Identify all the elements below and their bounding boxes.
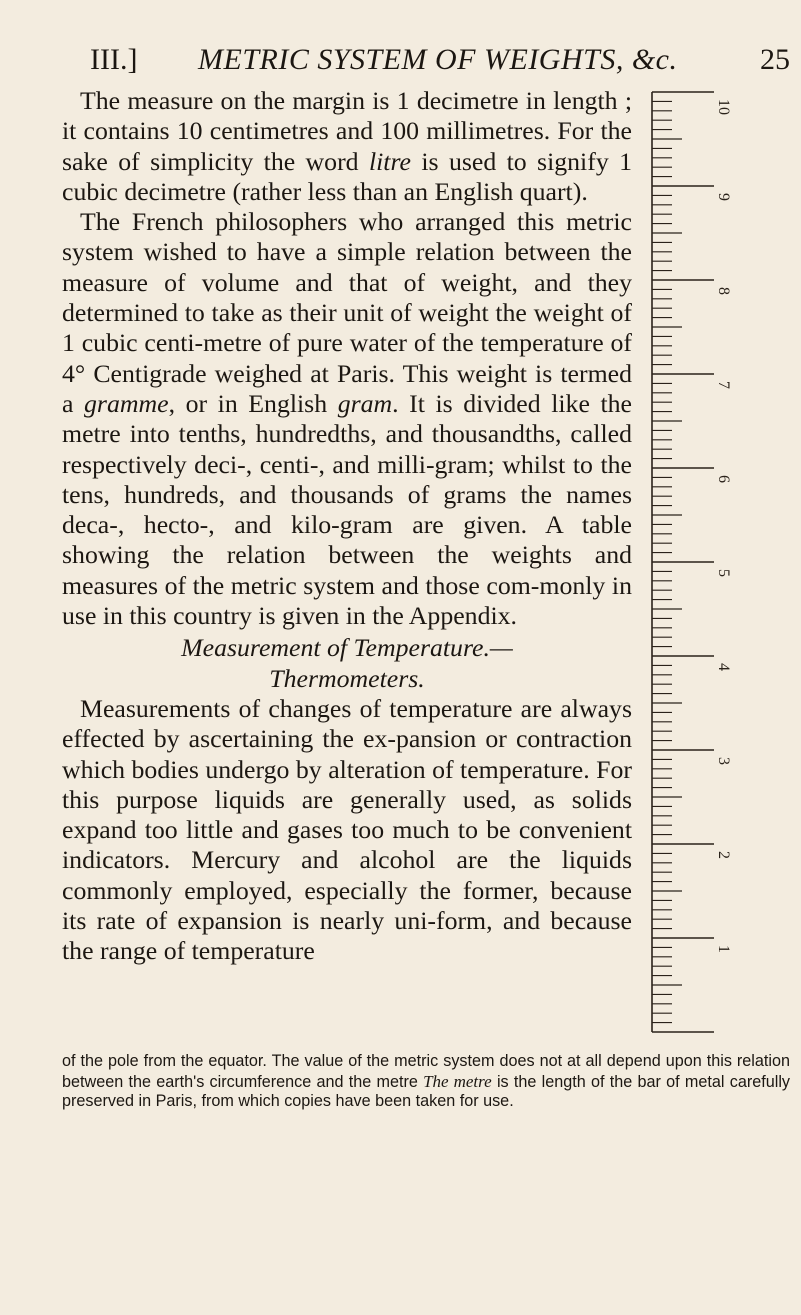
- ruler-label: 3: [715, 757, 732, 765]
- paragraph-text: The French philosophers who arranged this metric system wished to have a simple relation between the measure of volume and that of weight, and they determined to take as their unit of weight the weight of 1 cubic centi-metre of pure water of the temperature of 4° Centigrade weighed at Paris. This weight is termed a: [62, 207, 632, 418]
- section-heading-line: Thermometers.: [269, 663, 425, 693]
- emphasis: litre: [368, 146, 411, 176]
- ruler-label: 8: [715, 287, 732, 295]
- emphasis: gram: [337, 388, 393, 418]
- paragraph-text: is used to signify 1 cubic decimetre (rather less than an English quart).: [62, 146, 632, 206]
- paragraph: Measurements of changes of temperature are always effected by ascertaining the ex-pansion or contraction which bodies undergo by alteration of temperature. For this purpose liquids are generally used, as solids expand too little and gases too much to be convenient indicators. Mercury and alcohol are the liquids commonly employed, especially the former, because its rate of expansion is nearly uni-form, and because the range of temperature: [62, 693, 632, 966]
- section-heading: [62, 633, 632, 694]
- decimetre-ruler: [640, 88, 740, 1038]
- ruler-label: 1: [715, 945, 732, 953]
- ruler-label: 10: [715, 99, 732, 115]
- footnote-text: of the pole from the equator. The value of the metric system does not at all depend upon this relation between the earth's circumference and the metre: [62, 1052, 790, 1091]
- running-header: [90, 43, 790, 87]
- paragraph-text: The measure on the margin is 1 decimetre in length ; it contains 10 centimetres and 100 millimetres. For the sake of simplicity the word: [62, 86, 632, 176]
- main-text: [62, 86, 632, 967]
- emphasis: The metre: [423, 1071, 492, 1091]
- running-title: METRIC SYSTEM OF WEIGHTS, &c.: [198, 43, 678, 76]
- ruler-ticks: [652, 92, 714, 1032]
- ruler-labels: [715, 99, 732, 953]
- section-heading-line: Measurement of Temperature.—: [181, 633, 513, 663]
- footnote: [62, 1052, 790, 1112]
- ruler-label: 6: [715, 475, 732, 483]
- footnote-text: is the length of the bar of metal carefully preserved in Paris, from which copies have been taken for use.: [62, 1072, 791, 1110]
- chapter-number: III.]: [90, 43, 138, 76]
- ruler-label: 9: [715, 193, 732, 201]
- ruler-label: 7: [715, 381, 732, 389]
- paragraph-text: . It is divided like the metre into tenths, hundredths, and thousandths, called respectively deci-, centi-, and milli-gram; whilst to the tens, hundreds, and thousands of grams the names deca-, hecto-, and kilo-gram are given. A table showing the relation between the weights and measures of the metric system and those com-monly in use in this country is given in the Appendix.: [62, 388, 632, 631]
- paragraph-text: , or in English: [168, 388, 338, 418]
- ruler-label: 5: [715, 569, 732, 577]
- page-number: 25: [760, 43, 790, 76]
- paragraph: [62, 207, 632, 631]
- emphasis: gramme: [84, 388, 169, 418]
- ruler-label: 4: [715, 663, 732, 671]
- ruler-label: 2: [715, 851, 732, 859]
- paragraph: [62, 86, 632, 207]
